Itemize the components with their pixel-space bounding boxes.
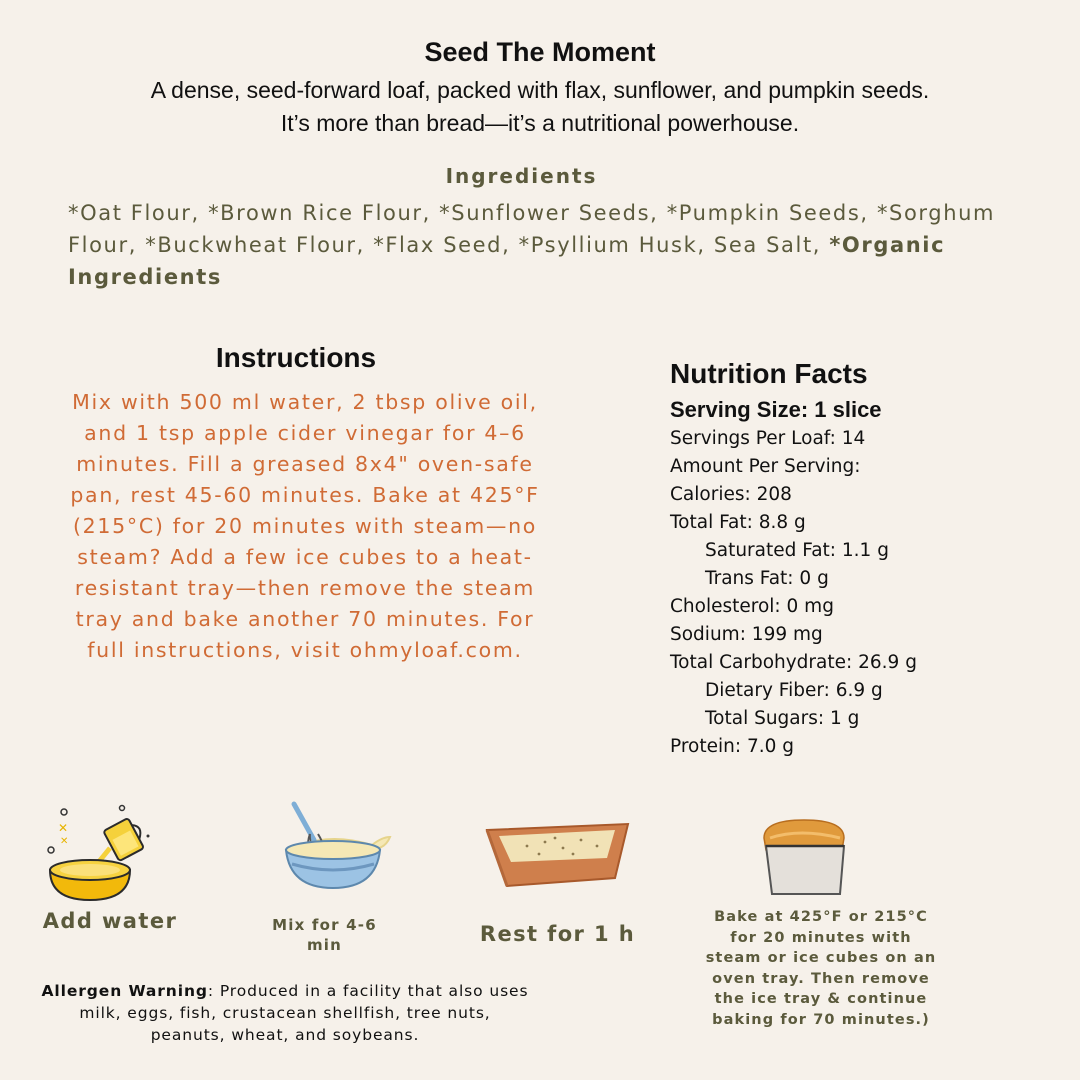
ingredients-heading: Ingredients	[445, 164, 598, 188]
nutrition-row: Trans Fat: 0 g	[705, 568, 829, 589]
instructions-heading: Instructions	[215, 342, 377, 373]
nutrition-row: Dietary Fiber: 6.9 g	[705, 680, 883, 701]
serving-size: Serving Size: 1 slice	[670, 397, 882, 422]
allergen-label: Allergen Warning	[41, 982, 208, 1000]
svg-text:✕: ✕	[60, 836, 69, 847]
nutrition-row: Saturated Fat: 1.1 g	[705, 540, 889, 561]
step-mix-label: Mix for 4-6 min	[272, 916, 377, 954]
allergen-warning	[40, 980, 530, 1046]
instructions-body: Mix with 500 ml water, 2 tbsp olive oil, and 1 tsp apple cider vinegar for 4–6 minutes. Fill a greased 8x4" oven-safe pan, rest 45-60 minutes. Bake at 425°F (215°C) for 20 minutes with steam—no steam? Add a few ice cubes to a heat-resistant tray—then remove the steam tray and bake another 70 minutes. For full instructions, visit ohmyloaf.com.	[70, 390, 540, 662]
nutrition-row: Total Carbohydrate: 26.9 g	[670, 652, 917, 673]
product-title: Seed The Moment	[424, 37, 656, 67]
nutrition-facts-title: Nutrition Facts	[670, 358, 868, 389]
allergen-text: : Produced in a facility that also uses milk, eggs, fish, crustacean shellfish, tree nuts, peanuts, wheat, and soybeans.	[79, 982, 529, 1044]
nutrition-row: Sodium: 199 mg	[670, 624, 823, 645]
step-bake-label: Bake at 425°F or 215°C for 20 minutes with steam or ice cubes on an oven tray. Then remove the ice tray & continue baking for 70 minutes.)	[705, 909, 937, 1028]
svg-text:✕: ✕	[58, 821, 69, 835]
ingredients-text: *Oat Flour, *Brown Rice Flour, *Sunflower Seeds, *Pumpkin Seeds, *Sorghum Flour, *Buckwheat Flour, *Flax Seed, *Psyllium Husk, Sea Salt,	[68, 201, 996, 257]
step-rest-label: Rest for 1 h	[479, 922, 636, 946]
nutrition-row: Servings Per Loaf: 14	[670, 428, 866, 449]
step-add-water-label: Add water	[42, 909, 178, 933]
nutrition-row: Protein: 7.0 g	[670, 736, 795, 757]
nutrition-row: Total Fat: 8.8 g	[670, 512, 806, 533]
nutrition-row: Cholesterol: 0 mg	[670, 596, 834, 617]
nutrition-row: Amount Per Serving:	[670, 456, 861, 477]
nutrition-row: Total Sugars: 1 g	[705, 708, 860, 729]
organic-note: *Organic Ingredients	[68, 233, 946, 289]
pouring-water-bowl-icon	[40, 800, 160, 905]
product-tagline: A dense, seed-forward loaf, packed with flax, sunflower, and pumpkin seeds. It’s more than bread—it’s a nutritional powerhouse.	[150, 77, 930, 136]
dough-in-pan-icon	[485, 812, 630, 892]
nutrition-rows	[670, 425, 1050, 761]
nutrition-row: Calories: 208	[670, 484, 792, 505]
ingredients-list	[68, 197, 1028, 293]
nutrition-facts-panel	[670, 357, 1050, 761]
baked-loaf-icon	[760, 818, 850, 898]
whisk-bowl-icon	[280, 800, 390, 900]
